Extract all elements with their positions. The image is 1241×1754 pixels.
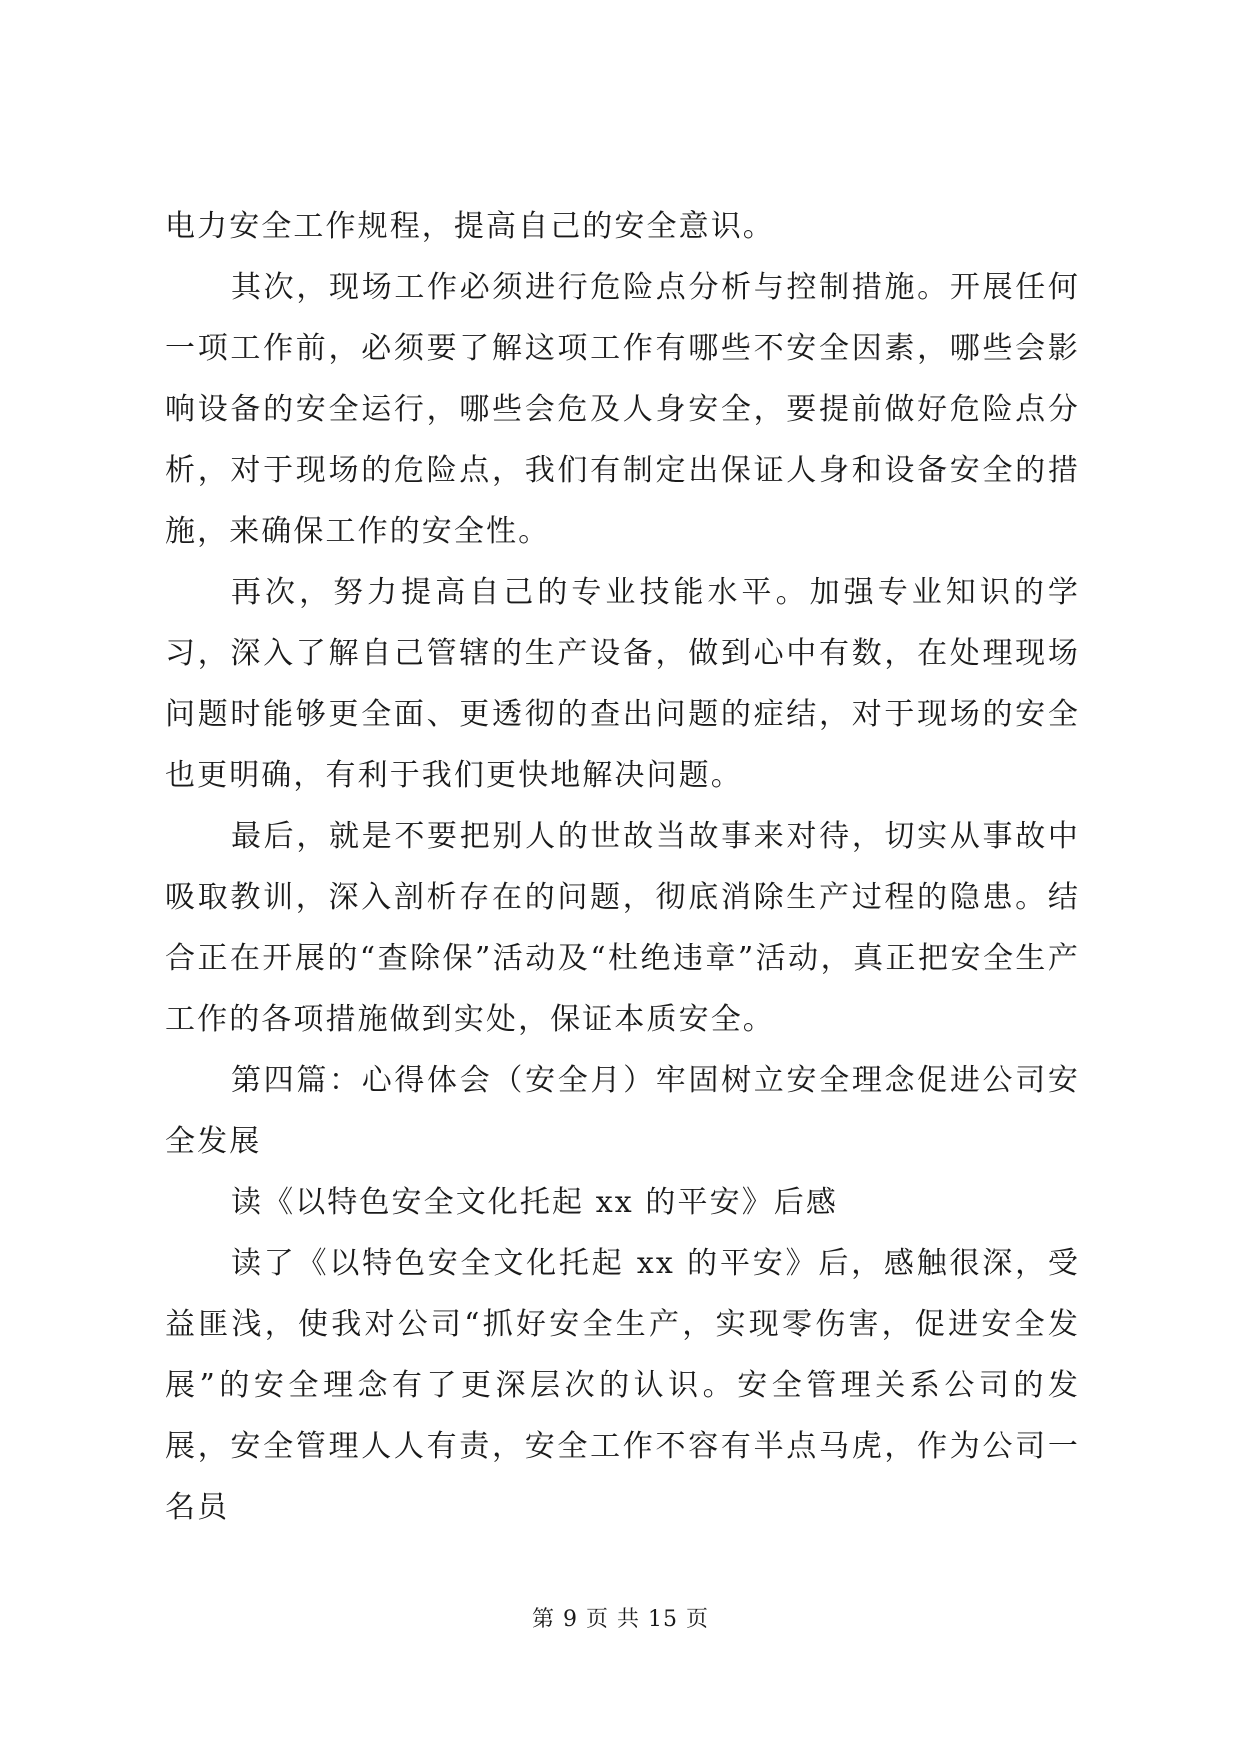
paragraph: 最后，就是不要把别人的世故当故事来对待，切实从事故中吸取教训，深入剖析存在的问题，彻底消除生产过程的隐患。结合正在开展的“查除保”活动及“杜绝违章”活动，真正把安全生产工作的各项措施做到实处，保证本质安全。 <box>165 819 1080 1037</box>
page-number: 第 9 页 共 15 页 <box>532 1607 709 1632</box>
paragraph: 再次，努力提高自己的专业技能水平。加强专业知识的学习，深入了解自己管辖的生产设备，做到心中有数，在处理现场问题时能够更全面、更透彻的查出问题的症结，对于现场的安全也更明确，有利于我们更快地解决问题。 <box>165 575 1080 793</box>
paragraph: 电力安全工作规程，提高自己的安全意识。 <box>165 209 775 244</box>
paragraph: 其次，现场工作必须进行危险点分析与控制措施。开展任何一项工作前，必须要了解这项工作有哪些不安全因素，哪些会影响设备的安全运行，哪些会危及人身安全，要提前做好危险点分析，对于现场的危险点，我们有制定出保证人身和设备安全的措施，来确保工作的安全性。 <box>165 270 1080 549</box>
section-heading: 第四篇：心得体会（安全月）牢固树立安全理念促进公司安全发展 <box>165 1063 1080 1159</box>
document-body <box>165 196 1080 1538</box>
paragraph: 读了《以特色安全文化托起 xx 的平安》后，感触很深，受益匪浅，使我对公司“抓好安全生产，实现零伤害，促进安全发展”的安全理念有了更深层次的认识。安全管理关系公司的发展，安全管理人人有责，安全工作不容有半点马虎，作为公司一名员 <box>165 1246 1080 1525</box>
article-title: 读《以特色安全文化托起 xx 的平安》后感 <box>231 1185 839 1220</box>
